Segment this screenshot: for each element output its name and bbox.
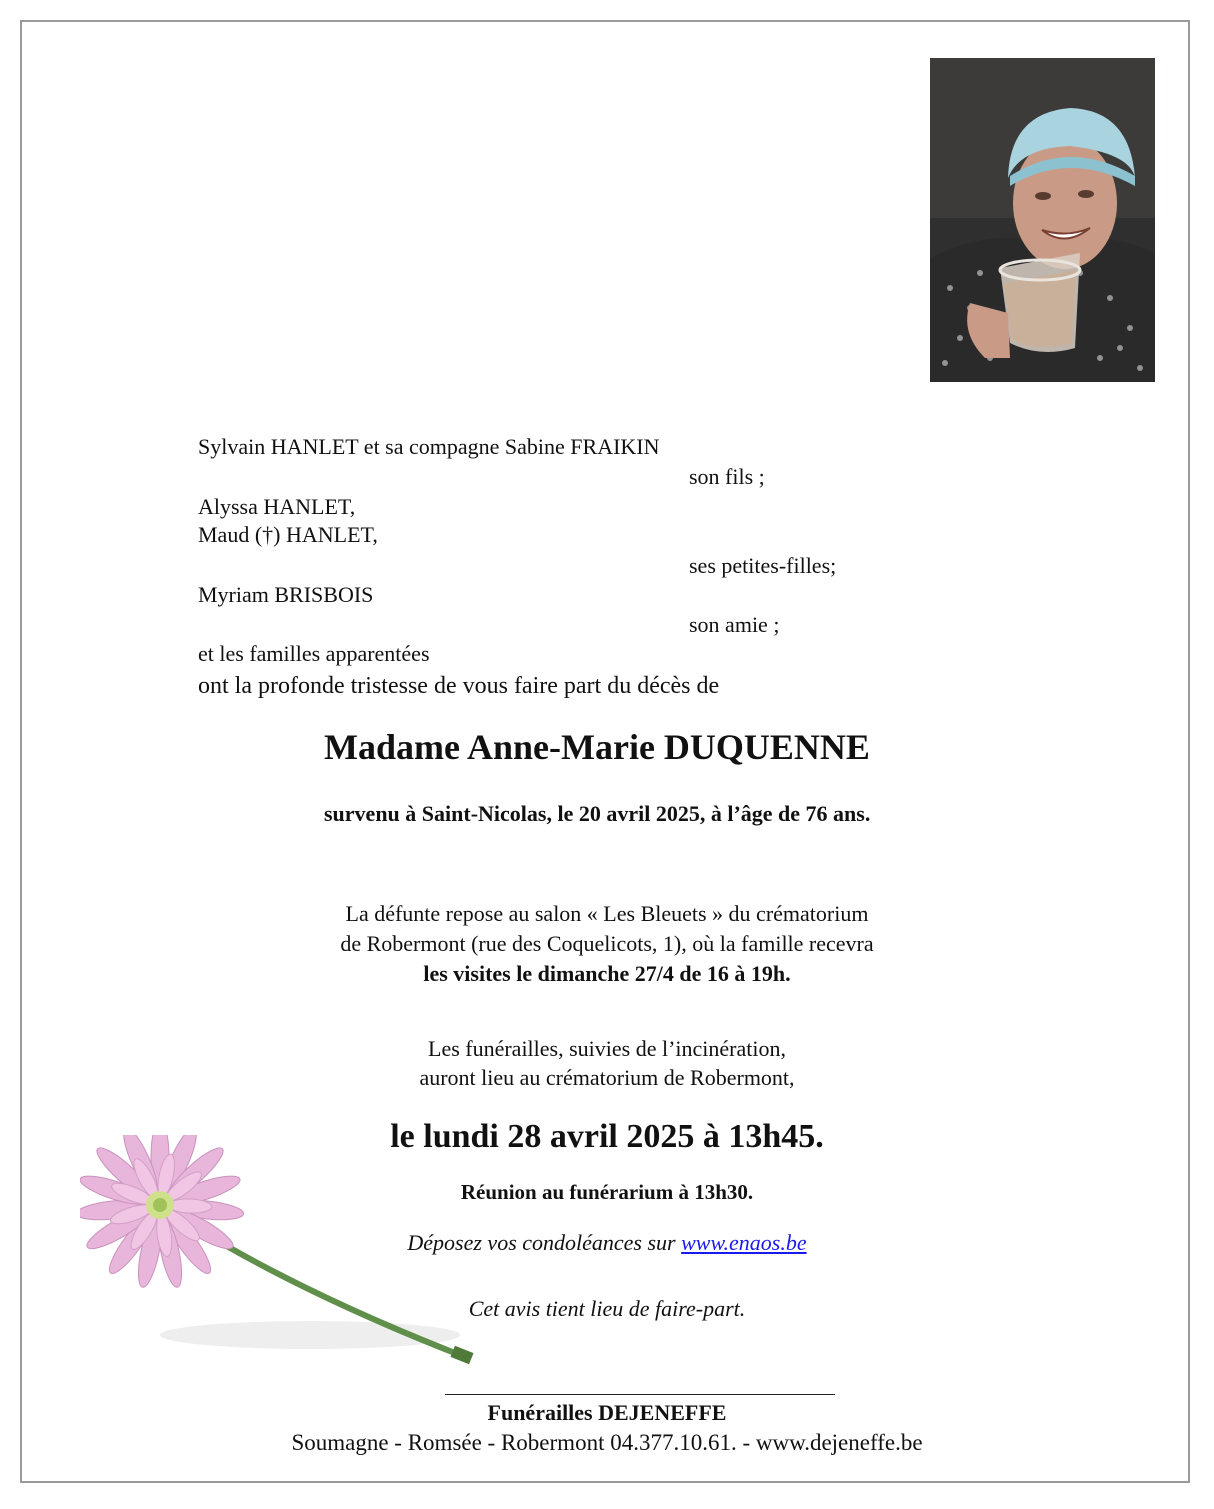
- condolences-text: Déposez vos condoléances sur: [407, 1230, 682, 1255]
- footer-divider: [445, 1394, 835, 1395]
- notice-text: Cet avis tient lieu de faire-part.: [468, 1296, 746, 1321]
- family-line-2: Alyssa HANLET,: [198, 494, 356, 519]
- family-line-4: Myriam BRISBOIS: [198, 582, 374, 607]
- visitation-line-2: de Robermont (rue des Coquelicots, 1), où la famille recevra: [340, 931, 874, 956]
- visitation-line-1: La défunte repose au salon « Les Bleuets » du crématorium: [345, 901, 869, 926]
- portrait-photo: [930, 58, 1155, 382]
- funeral-date: le lundi 28 avril 2025 à 13h45.: [390, 1118, 824, 1155]
- announcement-text: ont la profonde tristesse de vous faire part du décès de: [198, 673, 720, 699]
- family-line-3: Maud (†) HANLET,: [198, 522, 378, 547]
- funeral-line-1: Les funérailles, suivies de l’incinération,: [428, 1036, 786, 1061]
- funeral-line-2: auront lieu au crématorium de Robermont,: [419, 1065, 795, 1090]
- visitation-hours: les visites le dimanche 27/4 de 16 à 19h.: [423, 961, 791, 986]
- family-role-son: son fils ;: [689, 464, 765, 489]
- funeral-company: Funérailles DEJENEFFE: [487, 1400, 727, 1425]
- meeting-time: Réunion au funérarium à 13h30.: [460, 1180, 754, 1204]
- family-line-1: Sylvain HANLET et sa compagne Sabine FRAIKIN: [198, 434, 660, 459]
- death-details: survenu à Saint-Nicolas, le 20 avril 2025, à l’âge de 76 ans.: [324, 801, 871, 826]
- deceased-name: Madame Anne-Marie DUQUENNE: [324, 727, 870, 767]
- family-role-friend: son amie ;: [689, 612, 780, 637]
- flower-image: [80, 1135, 490, 1380]
- family-role-granddaughters: ses petites-filles;: [689, 553, 837, 578]
- company-contact: Soumagne - Romsée - Robermont 04.377.10.61. - www.dejeneffe.be: [291, 1430, 923, 1455]
- family-line-5: et les familles apparentées: [198, 641, 430, 666]
- condolences-link[interactable]: www.enaos.be: [681, 1230, 807, 1255]
